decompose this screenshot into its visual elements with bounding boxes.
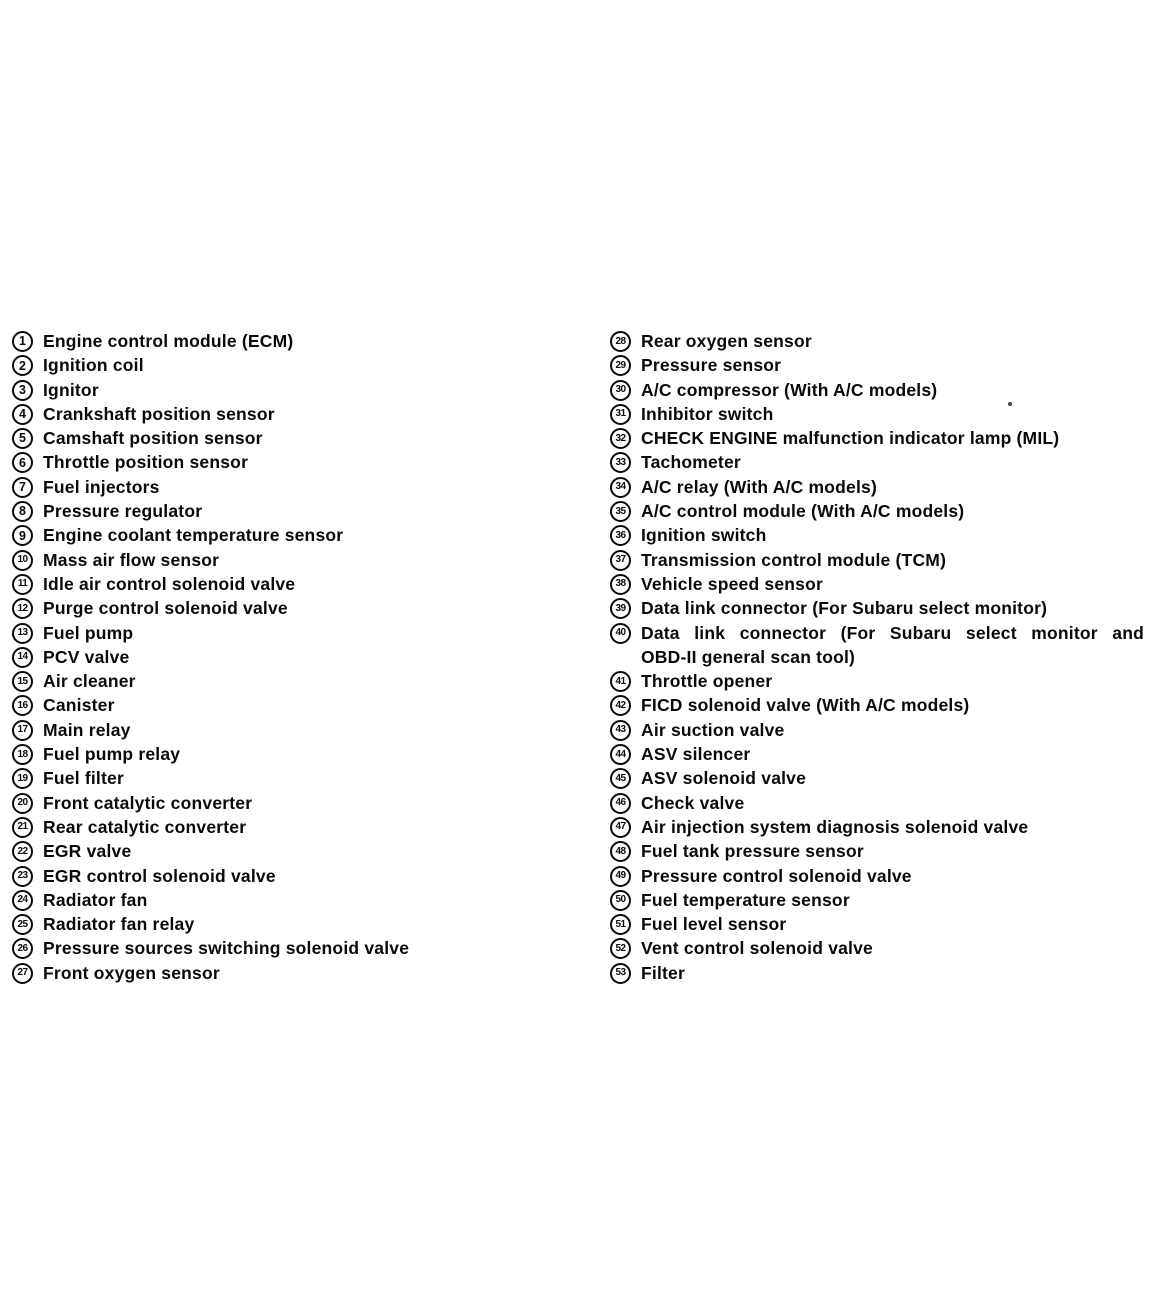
legend-item	[610, 791, 1152, 815]
legend-item	[12, 888, 587, 912]
circled-number: 42	[610, 695, 631, 716]
item-label: Mass air flow sensor	[43, 549, 220, 570]
item-label: FICD solenoid valve (With A/C models)	[641, 695, 970, 716]
circled-number: 8	[12, 501, 33, 522]
legend-item	[12, 864, 587, 888]
legend-item	[12, 353, 587, 377]
item-label: ASV silencer	[641, 744, 751, 765]
circled-number: 4	[12, 404, 33, 425]
item-label: Engine control module (ECM)	[43, 331, 294, 351]
legend-item	[12, 693, 587, 717]
legend-item	[610, 888, 1152, 912]
item-label-line1: Data link connector (For Subaru select monitor and	[641, 622, 1144, 643]
circled-number: 36	[610, 525, 631, 546]
item-label: EGR valve	[43, 841, 132, 862]
circled-number: 47	[610, 817, 631, 838]
legend-item	[610, 864, 1152, 888]
legend-column-right	[610, 329, 1152, 985]
circled-number: 15	[12, 671, 33, 692]
legend-item	[610, 936, 1152, 960]
legend-item	[610, 912, 1152, 936]
legend-item	[610, 402, 1152, 426]
circled-number: 14	[12, 647, 33, 668]
legend-item	[12, 523, 587, 547]
item-label: Fuel level sensor	[641, 914, 787, 935]
legend-item	[12, 718, 587, 742]
legend-item	[610, 353, 1152, 377]
item-label: CHECK ENGINE malfunction indicator lamp (MIL)	[641, 428, 1060, 449]
item-label: Fuel injectors	[43, 476, 160, 497]
legend-item	[12, 742, 587, 766]
circled-number: 21	[12, 817, 33, 838]
legend-item	[12, 936, 587, 960]
circled-number: 40	[610, 623, 631, 644]
legend-item	[610, 499, 1152, 523]
circled-number: 5	[12, 428, 33, 449]
item-label: EGR control solenoid valve	[43, 865, 276, 886]
circled-number: 39	[610, 598, 631, 619]
circled-number: 9	[12, 525, 33, 546]
item-label: Check valve	[641, 792, 745, 813]
item-label	[641, 621, 1144, 670]
item-label: Fuel tank pressure sensor	[641, 841, 864, 862]
item-label: Fuel temperature sensor	[641, 889, 850, 910]
item-label: Data link connector (For Subaru select monitor)	[641, 598, 1048, 619]
legend-item	[610, 572, 1152, 596]
item-label: A/C relay (With A/C models)	[641, 476, 878, 497]
item-label: Purge control solenoid valve	[43, 598, 288, 619]
circled-number: 20	[12, 793, 33, 814]
legend-item	[610, 839, 1152, 863]
legend-item	[12, 596, 587, 620]
item-label: Radiator fan	[43, 889, 148, 910]
circled-number: 12	[12, 598, 33, 619]
item-label: Front catalytic converter	[43, 792, 253, 813]
item-label: Engine coolant temperature sensor	[43, 525, 344, 546]
legend-item	[610, 621, 1152, 670]
circled-number: 26	[12, 938, 33, 959]
legend-item	[610, 742, 1152, 766]
item-label: Ignition switch	[641, 525, 767, 546]
legend-item	[12, 475, 587, 499]
item-label: Fuel pump relay	[43, 744, 181, 765]
item-label: Inhibitor switch	[641, 403, 774, 424]
item-label: Filter	[641, 962, 685, 983]
circled-number: 44	[610, 744, 631, 765]
legend-item	[610, 961, 1152, 985]
legend-item	[610, 693, 1152, 717]
legend-item	[610, 766, 1152, 790]
legend-item	[610, 378, 1152, 402]
circled-number: 18	[12, 744, 33, 765]
item-label: Vent control solenoid valve	[641, 938, 873, 959]
item-label: Throttle position sensor	[43, 452, 249, 473]
legend-item	[610, 669, 1152, 693]
circled-number: 19	[12, 768, 33, 789]
legend-item	[610, 596, 1152, 620]
item-label: Transmission control module (TCM)	[641, 549, 947, 570]
circled-number: 23	[12, 866, 33, 887]
circled-number: 49	[610, 866, 631, 887]
circled-number: 53	[610, 963, 631, 984]
circled-number: 11	[12, 574, 33, 595]
legend-item	[12, 621, 587, 645]
circled-number: 31	[610, 404, 631, 425]
legend-column-left	[12, 329, 587, 985]
circled-number: 29	[610, 355, 631, 376]
item-label: Crankshaft position sensor	[43, 403, 275, 424]
circled-number: 17	[12, 720, 33, 741]
circled-number: 50	[610, 890, 631, 911]
circled-number: 30	[610, 380, 631, 401]
circled-number: 38	[610, 574, 631, 595]
circled-number: 3	[12, 380, 33, 401]
circled-number: 22	[12, 841, 33, 862]
item-label: Camshaft position sensor	[43, 428, 263, 449]
item-label: Idle air control solenoid valve	[43, 573, 296, 594]
legend-item	[12, 645, 587, 669]
item-label: Pressure regulator	[43, 501, 203, 522]
circled-number: 10	[12, 550, 33, 571]
circled-number: 43	[610, 720, 631, 741]
legend-item	[12, 572, 587, 596]
legend-item	[610, 718, 1152, 742]
legend-item	[610, 475, 1152, 499]
item-label: Ignitor	[43, 379, 99, 400]
circled-number: 13	[12, 623, 33, 644]
legend-item	[12, 450, 587, 474]
item-label: Pressure control solenoid valve	[641, 865, 912, 886]
legend-item	[12, 378, 587, 402]
item-label: Pressure sources switching solenoid valve	[43, 938, 410, 959]
item-label: Fuel filter	[43, 768, 124, 789]
item-label: Tachometer	[641, 452, 741, 473]
item-label: Rear oxygen sensor	[641, 331, 812, 351]
circled-number: 46	[610, 793, 631, 814]
legend-item	[610, 815, 1152, 839]
legend-item	[12, 815, 587, 839]
circled-number: 37	[610, 550, 631, 571]
item-label: Radiator fan relay	[43, 914, 195, 935]
legend-item	[12, 499, 587, 523]
item-label: Pressure sensor	[641, 355, 782, 376]
item-label: Front oxygen sensor	[43, 962, 220, 983]
circled-number: 41	[610, 671, 631, 692]
legend-item	[12, 548, 587, 572]
item-label: Air cleaner	[43, 671, 136, 692]
circled-number: 24	[12, 890, 33, 911]
item-label: PCV valve	[43, 646, 130, 667]
legend-item	[12, 426, 587, 450]
legend-item	[12, 669, 587, 693]
legend-item	[12, 961, 587, 985]
circled-number: 7	[12, 477, 33, 498]
item-label: Ignition coil	[43, 355, 144, 376]
circled-number: 32	[610, 428, 631, 449]
item-label: Main relay	[43, 719, 131, 740]
item-label: Vehicle speed sensor	[641, 573, 824, 594]
item-label: Air suction valve	[641, 719, 785, 740]
legend-item	[610, 450, 1152, 474]
legend-item	[12, 766, 587, 790]
legend-item	[610, 548, 1152, 572]
circled-number: 1	[12, 331, 33, 352]
legend-item	[12, 791, 587, 815]
legend-item	[12, 839, 587, 863]
circled-number: 34	[610, 477, 631, 498]
item-label-line2: OBD-II general scan tool)	[641, 646, 856, 667]
circled-number: 25	[12, 914, 33, 935]
circled-number: 27	[12, 963, 33, 984]
circled-number: 51	[610, 914, 631, 935]
circled-number: 28	[610, 331, 631, 352]
item-label: Canister	[43, 695, 115, 716]
item-label: A/C control module (With A/C models)	[641, 501, 965, 522]
legend-item	[610, 426, 1152, 450]
scan-dot-artifact	[1008, 402, 1012, 406]
legend-item	[12, 329, 587, 353]
circled-number: 6	[12, 452, 33, 473]
circled-number: 16	[12, 695, 33, 716]
circled-number: 35	[610, 501, 631, 522]
legend-item	[12, 912, 587, 936]
legend-item	[12, 402, 587, 426]
circled-number: 33	[610, 452, 631, 473]
item-label: Air injection system diagnosis solenoid valve	[641, 816, 1029, 837]
circled-number: 48	[610, 841, 631, 862]
legend-item	[610, 523, 1152, 547]
item-label: Fuel pump	[43, 622, 134, 643]
circled-number: 2	[12, 355, 33, 376]
item-label: A/C compressor (With A/C models)	[641, 379, 938, 400]
circled-number: 45	[610, 768, 631, 789]
item-label: Throttle opener	[641, 671, 773, 692]
circled-number: 52	[610, 938, 631, 959]
item-label: Rear catalytic converter	[43, 816, 247, 837]
legend-item	[610, 329, 1152, 353]
item-label: ASV solenoid valve	[641, 768, 807, 789]
